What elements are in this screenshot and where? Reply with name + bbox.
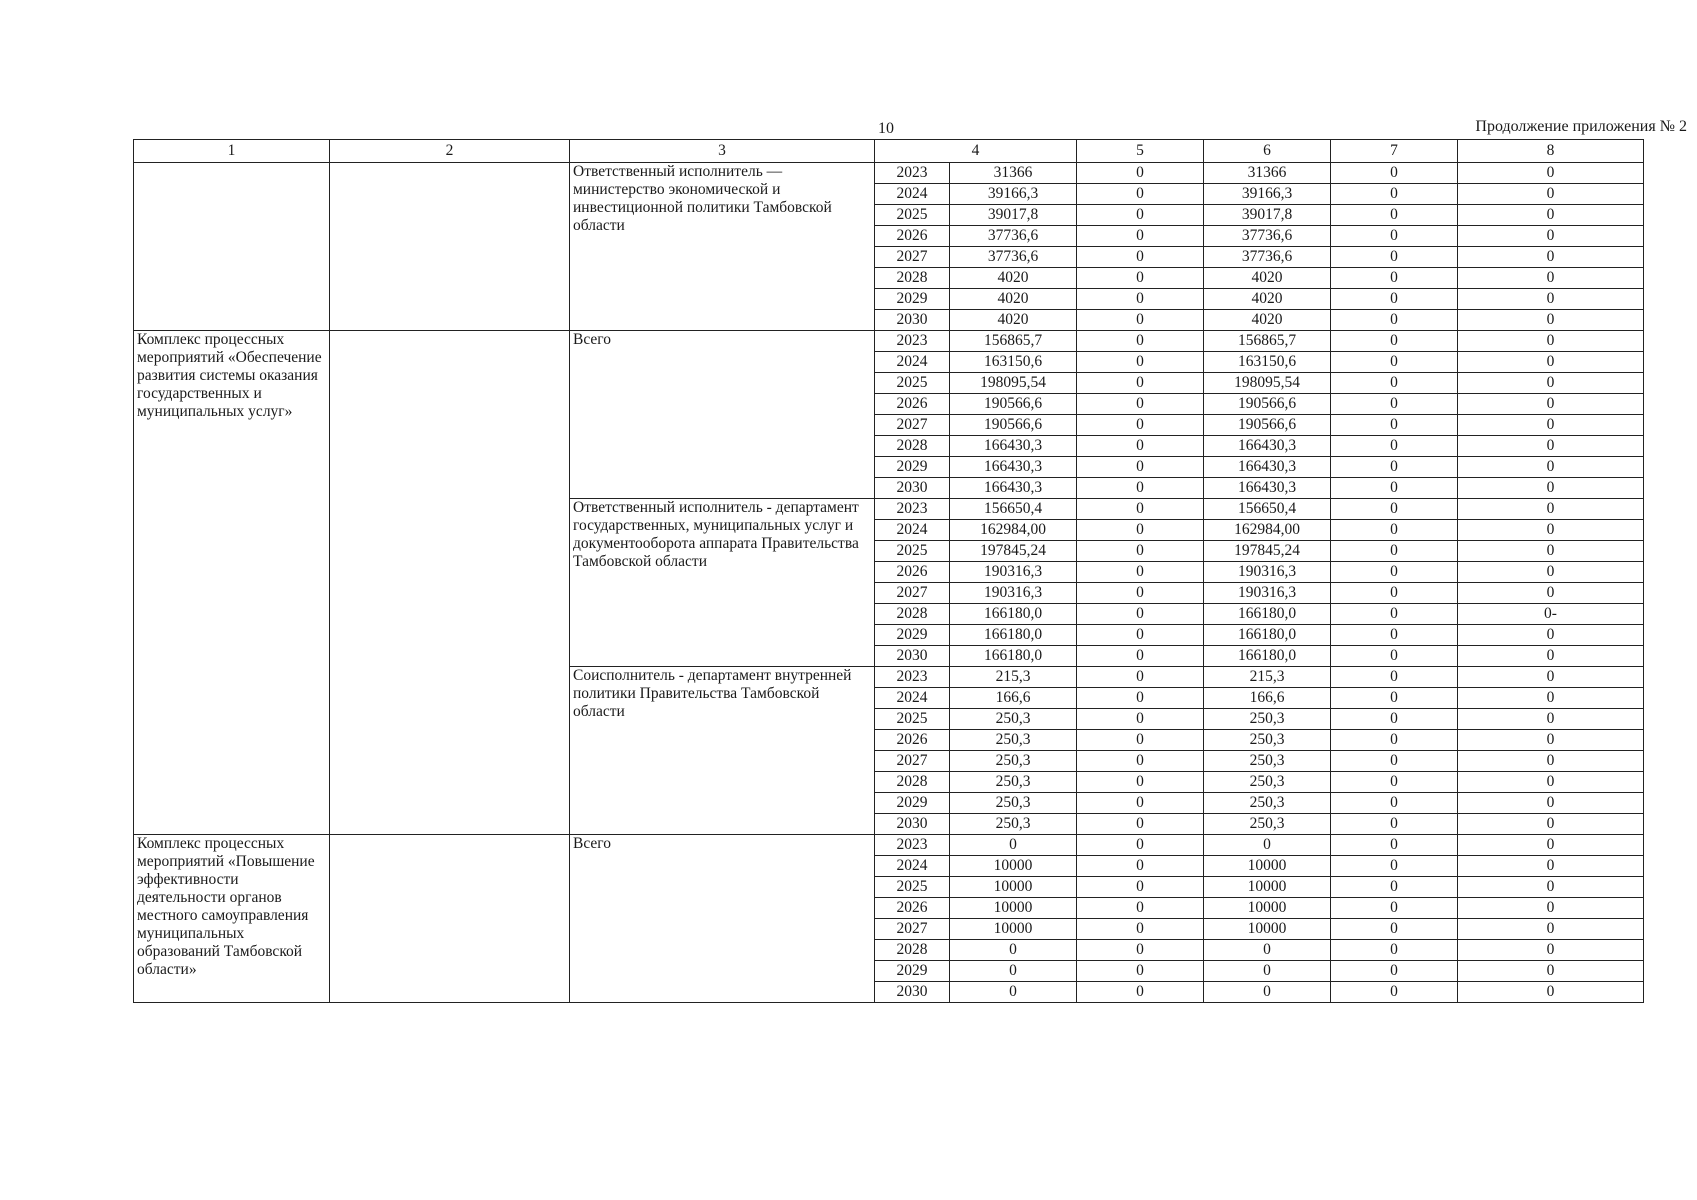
total-cell: 166180,0: [950, 604, 1077, 625]
total-cell: 163150,6: [950, 352, 1077, 373]
year-cell: 2027: [875, 919, 950, 940]
col7-cell: 0: [1331, 478, 1458, 499]
col8-cell: 0: [1458, 814, 1644, 835]
total-cell: 215,3: [950, 667, 1077, 688]
col5-cell: 0: [1077, 982, 1204, 1003]
col6-cell: 37736,6: [1204, 247, 1331, 268]
col6-cell: 250,3: [1204, 772, 1331, 793]
col7-cell: 0: [1331, 184, 1458, 205]
col5-cell: 0: [1077, 415, 1204, 436]
executor-cell: Соисполнитель - департамент внутренней политики Правительства Тамбовской области: [570, 667, 875, 835]
executor-cell: Всего: [570, 835, 875, 1003]
col7-cell: 0: [1331, 268, 1458, 289]
col6-cell: 39166,3: [1204, 184, 1331, 205]
year-cell: 2023: [875, 667, 950, 688]
year-cell: 2025: [875, 541, 950, 562]
total-cell: 250,3: [950, 793, 1077, 814]
total-cell: 39166,3: [950, 184, 1077, 205]
col6-cell: 198095,54: [1204, 373, 1331, 394]
year-cell: 2028: [875, 604, 950, 625]
col6-cell: 0: [1204, 982, 1331, 1003]
col7-cell: 0: [1331, 415, 1458, 436]
total-cell: 166430,3: [950, 457, 1077, 478]
col5-cell: 0: [1077, 772, 1204, 793]
year-cell: 2026: [875, 226, 950, 247]
year-cell: 2023: [875, 331, 950, 352]
total-cell: 10000: [950, 898, 1077, 919]
col5-cell: 0: [1077, 625, 1204, 646]
total-cell: 190316,3: [950, 583, 1077, 604]
col8-cell: 0: [1458, 415, 1644, 436]
col5-cell: 0: [1077, 835, 1204, 856]
col8-cell: 0: [1458, 583, 1644, 604]
col8-cell: 0: [1458, 667, 1644, 688]
col8-cell: 0: [1458, 751, 1644, 772]
col7-cell: 0: [1331, 856, 1458, 877]
col6-cell: 190566,6: [1204, 415, 1331, 436]
total-cell: 166180,0: [950, 625, 1077, 646]
col8-cell: 0: [1458, 520, 1644, 541]
total-cell: 166180,0: [950, 646, 1077, 667]
year-cell: 2028: [875, 436, 950, 457]
year-cell: 2026: [875, 898, 950, 919]
col5-cell: 0: [1077, 373, 1204, 394]
col8-cell: 0: [1458, 499, 1644, 520]
table-body: [134, 163, 1644, 1003]
col8-cell: 0: [1458, 982, 1644, 1003]
col8-cell: 0: [1458, 373, 1644, 394]
year-cell: 2025: [875, 877, 950, 898]
col6-cell: 250,3: [1204, 751, 1331, 772]
col5-cell: 0: [1077, 688, 1204, 709]
col7-cell: 0: [1331, 541, 1458, 562]
col6-cell: 4020: [1204, 268, 1331, 289]
col7-cell: 0: [1331, 520, 1458, 541]
year-cell: 2030: [875, 310, 950, 331]
col7-cell: 0: [1331, 709, 1458, 730]
col5-cell: 0: [1077, 541, 1204, 562]
col7-cell: 0: [1331, 646, 1458, 667]
col6-cell: 10000: [1204, 919, 1331, 940]
col8-cell: 0: [1458, 478, 1644, 499]
total-cell: 39017,8: [950, 205, 1077, 226]
col7-cell: 0: [1331, 436, 1458, 457]
col5-cell: 0: [1077, 646, 1204, 667]
col7-cell: 0: [1331, 625, 1458, 646]
year-cell: 2028: [875, 940, 950, 961]
col8-cell: 0: [1458, 184, 1644, 205]
col7-cell: 0: [1331, 163, 1458, 184]
col7-cell: 0: [1331, 352, 1458, 373]
total-cell: 162984,00: [950, 520, 1077, 541]
header-row: [134, 140, 1644, 163]
col7-cell: 0: [1331, 751, 1458, 772]
total-cell: 0: [950, 961, 1077, 982]
col6-cell: 156650,4: [1204, 499, 1331, 520]
col5-cell: 0: [1077, 457, 1204, 478]
total-cell: 4020: [950, 268, 1077, 289]
col5-cell: 0: [1077, 961, 1204, 982]
col7-cell: 0: [1331, 394, 1458, 415]
col6-cell: 10000: [1204, 856, 1331, 877]
col5-cell: 0: [1077, 310, 1204, 331]
col6-cell: 166430,3: [1204, 436, 1331, 457]
col8-cell: 0: [1458, 541, 1644, 562]
col5-cell: 0: [1077, 478, 1204, 499]
col8-cell: 0: [1458, 436, 1644, 457]
column-2-cell: [330, 163, 570, 331]
col5-cell: 0: [1077, 184, 1204, 205]
col6-cell: 250,3: [1204, 730, 1331, 751]
col8-cell: 0: [1458, 793, 1644, 814]
col7-cell: 0: [1331, 730, 1458, 751]
col7-cell: 0: [1331, 793, 1458, 814]
col8-cell: 0: [1458, 919, 1644, 940]
year-cell: 2024: [875, 856, 950, 877]
col5-cell: 0: [1077, 667, 1204, 688]
col8-cell: 0: [1458, 709, 1644, 730]
year-cell: 2027: [875, 415, 950, 436]
total-cell: 190566,6: [950, 394, 1077, 415]
col6-cell: 10000: [1204, 877, 1331, 898]
col6-cell: 250,3: [1204, 709, 1331, 730]
col7-cell: 0: [1331, 919, 1458, 940]
total-cell: 10000: [950, 919, 1077, 940]
total-cell: 166430,3: [950, 478, 1077, 499]
col8-cell: 0: [1458, 562, 1644, 583]
col7-cell: 0: [1331, 226, 1458, 247]
col7-cell: 0: [1331, 688, 1458, 709]
col5-cell: 0: [1077, 226, 1204, 247]
col8-cell: 0-: [1458, 604, 1644, 625]
header-col-8: 8: [1458, 140, 1644, 163]
total-cell: 198095,54: [950, 373, 1077, 394]
col7-cell: 0: [1331, 457, 1458, 478]
col5-cell: 0: [1077, 814, 1204, 835]
year-cell: 2026: [875, 562, 950, 583]
total-cell: 0: [950, 982, 1077, 1003]
col8-cell: 0: [1458, 268, 1644, 289]
total-cell: 4020: [950, 289, 1077, 310]
total-cell: 250,3: [950, 751, 1077, 772]
col6-cell: 10000: [1204, 898, 1331, 919]
col6-cell: 37736,6: [1204, 226, 1331, 247]
col8-cell: 0: [1458, 394, 1644, 415]
year-cell: 2024: [875, 520, 950, 541]
year-cell: 2027: [875, 751, 950, 772]
total-cell: 10000: [950, 877, 1077, 898]
year-cell: 2024: [875, 184, 950, 205]
col5-cell: 0: [1077, 751, 1204, 772]
year-cell: 2029: [875, 625, 950, 646]
table-row: [134, 163, 1644, 184]
total-cell: 156865,7: [950, 331, 1077, 352]
col7-cell: 0: [1331, 961, 1458, 982]
total-cell: 197845,24: [950, 541, 1077, 562]
col5-cell: 0: [1077, 856, 1204, 877]
col5-cell: 0: [1077, 247, 1204, 268]
year-cell: 2030: [875, 982, 950, 1003]
col6-cell: 190316,3: [1204, 562, 1331, 583]
col8-cell: 0: [1458, 877, 1644, 898]
col7-cell: 0: [1331, 583, 1458, 604]
col6-cell: 215,3: [1204, 667, 1331, 688]
col5-cell: 0: [1077, 520, 1204, 541]
col7-cell: 0: [1331, 499, 1458, 520]
col7-cell: 0: [1331, 940, 1458, 961]
col7-cell: 0: [1331, 289, 1458, 310]
year-cell: 2029: [875, 457, 950, 478]
col8-cell: 0: [1458, 835, 1644, 856]
col5-cell: 0: [1077, 331, 1204, 352]
col7-cell: 0: [1331, 835, 1458, 856]
year-cell: 2025: [875, 709, 950, 730]
total-cell: 0: [950, 940, 1077, 961]
year-cell: 2025: [875, 205, 950, 226]
col8-cell: 0: [1458, 352, 1644, 373]
year-cell: 2023: [875, 163, 950, 184]
col6-cell: 166,6: [1204, 688, 1331, 709]
year-cell: 2029: [875, 961, 950, 982]
col5-cell: 0: [1077, 562, 1204, 583]
col5-cell: 0: [1077, 499, 1204, 520]
col8-cell: 0: [1458, 625, 1644, 646]
program-name-cell: Комплекс процессных мероприятий «Обеспечение развития системы оказания государственных и муниципальных услуг»: [134, 331, 330, 835]
total-cell: 250,3: [950, 814, 1077, 835]
program-name-cell: Комплекс процессных мероприятий «Повышение эффективности деятельности органов местного самоуправления муниципальных образований Тамбовской области»: [134, 835, 330, 1003]
total-cell: 31366: [950, 163, 1077, 184]
header-col-6: 6: [1204, 140, 1331, 163]
year-cell: 2030: [875, 478, 950, 499]
continuation-note: Продолжение приложения № 2: [1475, 118, 1687, 135]
col7-cell: 0: [1331, 667, 1458, 688]
col6-cell: 162984,00: [1204, 520, 1331, 541]
col8-cell: 0: [1458, 856, 1644, 877]
year-cell: 2028: [875, 268, 950, 289]
year-cell: 2023: [875, 499, 950, 520]
col7-cell: 0: [1331, 814, 1458, 835]
program-name-cell: [134, 163, 330, 331]
total-cell: 250,3: [950, 730, 1077, 751]
year-cell: 2026: [875, 730, 950, 751]
col8-cell: 0: [1458, 289, 1644, 310]
executor-cell: Всего: [570, 331, 875, 499]
total-cell: 250,3: [950, 709, 1077, 730]
total-cell: 4020: [950, 310, 1077, 331]
col6-cell: 163150,6: [1204, 352, 1331, 373]
col8-cell: 0: [1458, 646, 1644, 667]
col5-cell: 0: [1077, 394, 1204, 415]
total-cell: 190566,6: [950, 415, 1077, 436]
year-cell: 2025: [875, 373, 950, 394]
col8-cell: 0: [1458, 205, 1644, 226]
col5-cell: 0: [1077, 163, 1204, 184]
col7-cell: 0: [1331, 772, 1458, 793]
col7-cell: 0: [1331, 898, 1458, 919]
year-cell: 2024: [875, 688, 950, 709]
col5-cell: 0: [1077, 898, 1204, 919]
col5-cell: 0: [1077, 583, 1204, 604]
col7-cell: 0: [1331, 982, 1458, 1003]
header-col-2: 2: [330, 140, 570, 163]
col5-cell: 0: [1077, 268, 1204, 289]
year-cell: 2029: [875, 793, 950, 814]
col6-cell: 166180,0: [1204, 646, 1331, 667]
col6-cell: 31366: [1204, 163, 1331, 184]
col6-cell: 0: [1204, 961, 1331, 982]
col7-cell: 0: [1331, 373, 1458, 394]
header-col-4: 4: [875, 140, 1077, 163]
col8-cell: 0: [1458, 247, 1644, 268]
col6-cell: 166430,3: [1204, 457, 1331, 478]
page-number: 10: [878, 120, 894, 137]
col8-cell: 0: [1458, 898, 1644, 919]
col6-cell: 197845,24: [1204, 541, 1331, 562]
year-cell: 2030: [875, 814, 950, 835]
col7-cell: 0: [1331, 877, 1458, 898]
col8-cell: 0: [1458, 940, 1644, 961]
col5-cell: 0: [1077, 436, 1204, 457]
total-cell: 166430,3: [950, 436, 1077, 457]
col6-cell: 0: [1204, 940, 1331, 961]
col5-cell: 0: [1077, 604, 1204, 625]
total-cell: 250,3: [950, 772, 1077, 793]
executor-cell: Ответственный исполнитель — министерство экономической и инвестиционной политики Тамбовской области: [570, 163, 875, 331]
total-cell: 37736,6: [950, 247, 1077, 268]
total-cell: 0: [950, 835, 1077, 856]
year-cell: 2024: [875, 352, 950, 373]
col6-cell: 39017,8: [1204, 205, 1331, 226]
table-row: [134, 835, 1644, 856]
col6-cell: 166180,0: [1204, 604, 1331, 625]
col5-cell: 0: [1077, 940, 1204, 961]
col5-cell: 0: [1077, 709, 1204, 730]
total-cell: 37736,6: [950, 226, 1077, 247]
total-cell: 190316,3: [950, 562, 1077, 583]
col8-cell: 0: [1458, 961, 1644, 982]
year-cell: 2030: [875, 646, 950, 667]
col6-cell: 190566,6: [1204, 394, 1331, 415]
column-2-cell: [330, 835, 570, 1003]
col6-cell: 190316,3: [1204, 583, 1331, 604]
col7-cell: 0: [1331, 331, 1458, 352]
total-cell: 156650,4: [950, 499, 1077, 520]
col6-cell: 156865,7: [1204, 331, 1331, 352]
col7-cell: 0: [1331, 247, 1458, 268]
col5-cell: 0: [1077, 793, 1204, 814]
year-cell: 2027: [875, 583, 950, 604]
col7-cell: 0: [1331, 604, 1458, 625]
total-cell: 10000: [950, 856, 1077, 877]
col8-cell: 0: [1458, 772, 1644, 793]
col8-cell: 0: [1458, 457, 1644, 478]
col8-cell: 0: [1458, 226, 1644, 247]
year-cell: 2027: [875, 247, 950, 268]
col7-cell: 0: [1331, 205, 1458, 226]
col8-cell: 0: [1458, 163, 1644, 184]
year-cell: 2029: [875, 289, 950, 310]
col8-cell: 0: [1458, 331, 1644, 352]
year-cell: 2023: [875, 835, 950, 856]
col7-cell: 0: [1331, 562, 1458, 583]
col5-cell: 0: [1077, 730, 1204, 751]
executor-cell: Ответственный исполнитель - департамент государственных, муниципальных услуг и документооборота аппарата Правительства Тамбовской области: [570, 499, 875, 667]
col5-cell: 0: [1077, 289, 1204, 310]
header-col-5: 5: [1077, 140, 1204, 163]
total-cell: 166,6: [950, 688, 1077, 709]
col6-cell: 4020: [1204, 289, 1331, 310]
col8-cell: 0: [1458, 688, 1644, 709]
year-cell: 2028: [875, 772, 950, 793]
col5-cell: 0: [1077, 352, 1204, 373]
budget-table: [133, 139, 1644, 1003]
col6-cell: 250,3: [1204, 814, 1331, 835]
col8-cell: 0: [1458, 310, 1644, 331]
col5-cell: 0: [1077, 877, 1204, 898]
header-col-3: 3: [570, 140, 875, 163]
year-cell: 2026: [875, 394, 950, 415]
col6-cell: 0: [1204, 835, 1331, 856]
table-row: [134, 331, 1644, 352]
header-col-7: 7: [1331, 140, 1458, 163]
col7-cell: 0: [1331, 310, 1458, 331]
col6-cell: 166180,0: [1204, 625, 1331, 646]
col6-cell: 250,3: [1204, 793, 1331, 814]
col5-cell: 0: [1077, 205, 1204, 226]
col6-cell: 166430,3: [1204, 478, 1331, 499]
col8-cell: 0: [1458, 730, 1644, 751]
col5-cell: 0: [1077, 919, 1204, 940]
col6-cell: 4020: [1204, 310, 1331, 331]
header-col-1: 1: [134, 140, 330, 163]
column-2-cell: [330, 331, 570, 835]
